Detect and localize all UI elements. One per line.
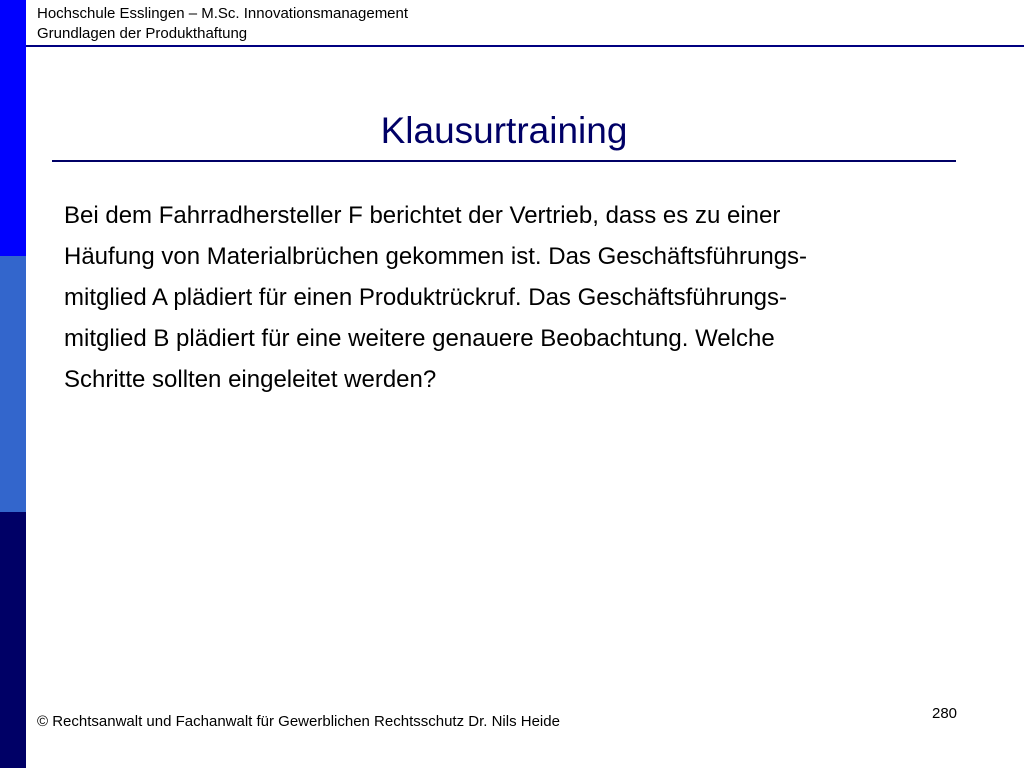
header-course: Grundlagen der Produkthaftung (37, 25, 248, 42)
body-line: mitglied B plädiert für eine weitere genauere Beobachtung. Welche (64, 325, 775, 352)
accent-bar-middle (0, 256, 26, 512)
body-line: Häufung von Materialbrüchen gekommen ist. Das Geschäftsführungs- (64, 243, 808, 270)
body-line: Schritte sollten eingeleitet werden? (64, 366, 437, 393)
left-accent-bar (0, 0, 26, 768)
accent-bar-bottom (0, 512, 26, 768)
slide-title: Klausurtraining (380, 110, 628, 151)
title-underline (52, 160, 956, 162)
slide-header (37, 4, 408, 44)
accent-bar-top (0, 0, 26, 256)
header-divider (26, 45, 1024, 47)
body-line: mitglied A plädiert für einen Produktrückruf. Das Geschäftsführungs- (64, 284, 788, 311)
body-line: Bei dem Fahrradhersteller F berichtet der Vertrieb, dass es zu einer (64, 202, 781, 229)
footer-copyright: © Rechtsanwalt und Fachanwalt für Gewerblichen Rechtsschutz Dr. Nils Heide (37, 713, 560, 730)
page-number: 280 (932, 705, 958, 722)
header-institution: Hochschule Esslingen – M.Sc. Innovationsmanagement (37, 5, 409, 22)
slide-body (64, 195, 964, 400)
